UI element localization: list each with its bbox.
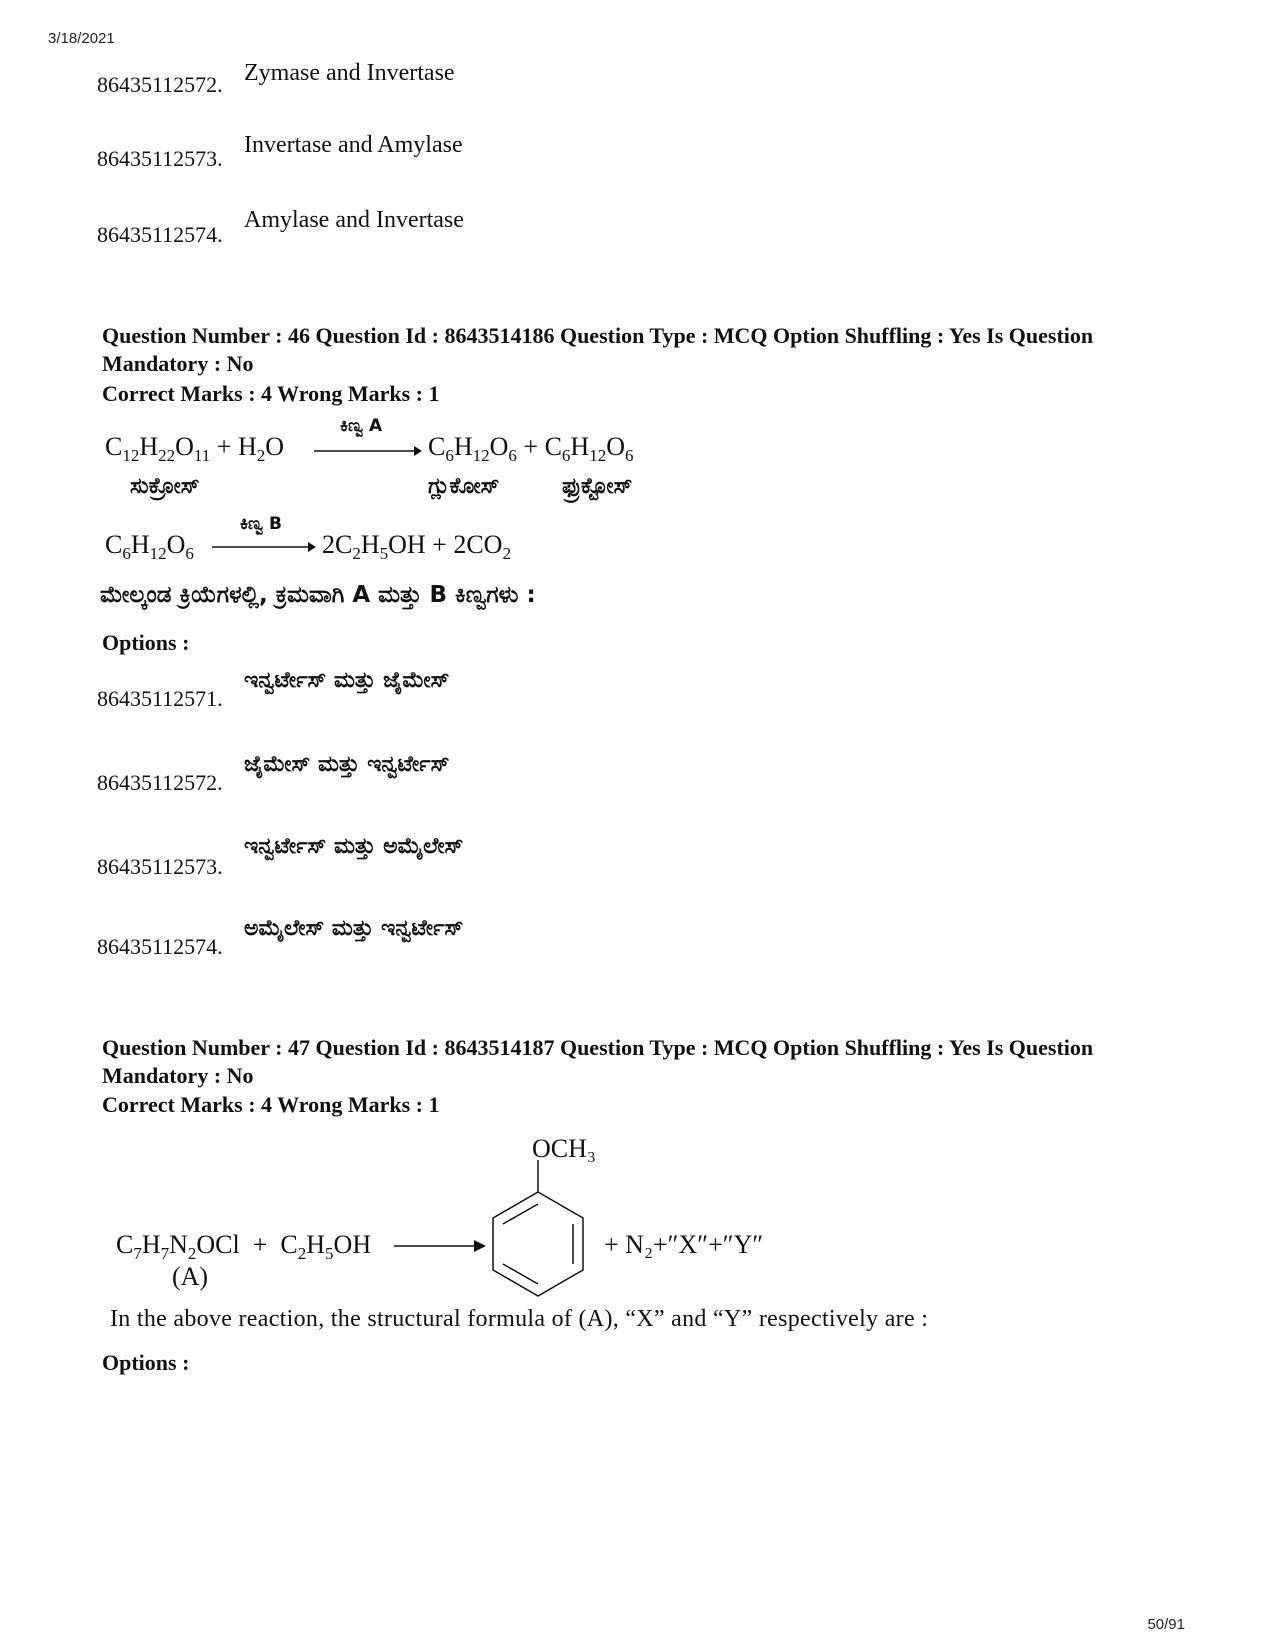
benzene-ring-structure (490, 1160, 590, 1300)
question-text: In the above reaction, the structural formula of (A), “X” and “Y” respectively are : (110, 1306, 929, 1332)
option-text: Amylase and Invertase (244, 207, 464, 233)
glucose-formula: $C_6H_{12}O_6$ (105, 530, 194, 564)
substituent-label: OCH₃ (532, 1134, 596, 1163)
reactant-label: (A) (172, 1262, 209, 1291)
question-header: Question Number : 46 Question Id : 8643514186 Question Type : MCQ Option Shuffling : Yes Is Question Mandatory : No (102, 323, 1094, 376)
options-label: Options : (102, 630, 190, 655)
enzyme-b-label: ಕಿಣ್ವ B (240, 514, 282, 534)
product-formula: $C_6H_{12}O_6 + C_6H_{12}O_6$ (428, 432, 634, 466)
sucrose-label: ಸುಕ್ರೋಸ್ (130, 474, 200, 499)
options-label: Options : (102, 1350, 190, 1375)
products-tail: + N₂+″X″+″Y″ (604, 1230, 764, 1259)
enzyme-a-label: ಕಿಣ್ವ A (340, 416, 383, 436)
option-id: 86435112573. (97, 146, 223, 171)
option-text: ಇನ್ವರ್ಟೇಸ್ ಮತ್ತು ಜೈಮೇಸ್ (244, 668, 450, 693)
reactant-formula: $C_7H_7N_2OCl + C_2H_5OH$ (116, 1230, 372, 1264)
print-date: 3/18/2021 (48, 30, 115, 47)
option-text: ಇನ್ವರ್ಟೇಸ್ ಮತ್ತು ಅಮೈಲೇಸ್ (244, 834, 464, 859)
option-id: 86435112573. (97, 854, 223, 879)
question-header: Question Number : 47 Question Id : 8643514187 Question Type : MCQ Option Shuffling : Yes Is Question Mandatory : No (102, 1035, 1094, 1088)
reaction-arrow (394, 1238, 486, 1254)
option-text: ಜೈಮೇಸ್ ಮತ್ತು ಇನ್ವರ್ಟೇಸ್ (244, 752, 450, 777)
fructose-label: ಫ್ರುಕ್ಟೋಸ್ (562, 474, 633, 499)
marks-line: Correct Marks : 4 Wrong Marks : 1 (102, 1092, 440, 1117)
question-text: ಮೇಲ್ಕಂಡ ಕ್ರಿಯೆಗಳಲ್ಲಿ, ಕ್ರಮವಾಗಿ A ಮತ್ತು B ಕಿಣ್ವಗಳು : (100, 582, 536, 608)
page-number: 50/91 (1147, 1616, 1185, 1633)
reaction-arrow (212, 540, 316, 554)
option-text: Zymase and Invertase (244, 60, 455, 86)
ethanol-products: $2C_2H_5OH + 2CO_2$ (322, 530, 511, 564)
option-id: 86435112572. (97, 770, 223, 795)
glucose-label: ಗ್ಲುಕೋಸ್ (428, 474, 500, 499)
option-id: 86435112572. (97, 72, 223, 97)
option-text: ಅಮೈಲೇಸ್ ಮತ್ತು ಇನ್ವರ್ಟೇಸ್ (244, 916, 464, 941)
reactant-formula: $C_{12}H_{22}O_{11} + H_2O$ (105, 432, 285, 466)
option-text: Invertase and Amylase (244, 132, 463, 158)
option-id: 86435112574. (97, 222, 223, 247)
reaction-arrow (314, 444, 422, 458)
marks-line: Correct Marks : 4 Wrong Marks : 1 (102, 381, 440, 406)
option-id: 86435112574. (97, 934, 223, 959)
option-id: 86435112571. (97, 686, 223, 711)
